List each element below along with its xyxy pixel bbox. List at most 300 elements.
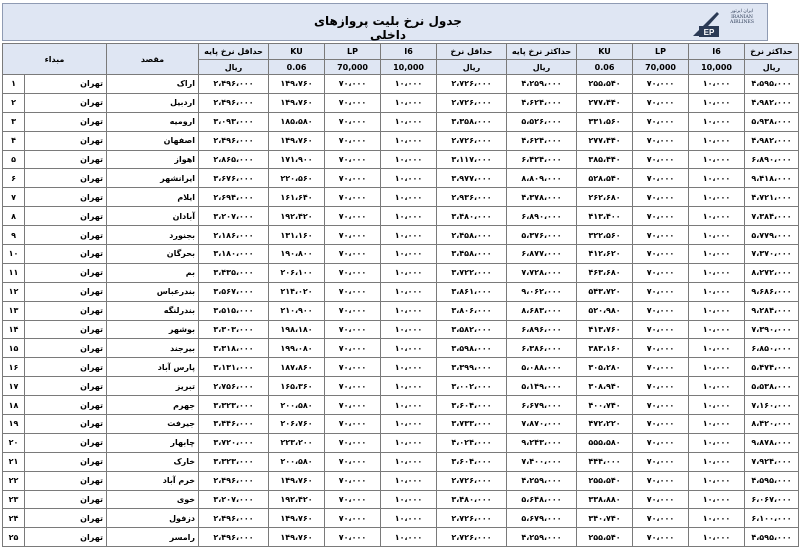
cell-ku: ۱۸۷،۸۶۰ [269, 358, 325, 377]
cell-origin: تهران [25, 509, 107, 528]
cell-ku: ۲۰۰،۵۸۰ [269, 452, 325, 471]
table-row [3, 131, 799, 150]
cell-i6: ۱۰،۰۰۰ [381, 245, 437, 264]
table-row [3, 188, 799, 207]
table-row [3, 358, 799, 377]
col-origin: مبداء [3, 44, 107, 75]
cell-maxbase: ۴،۲۵۹،۰۰۰ [507, 528, 577, 547]
cell-lp: ۷۰،۰۰۰ [325, 188, 381, 207]
cell-minbase: ۳،۵۶۷،۰۰۰ [199, 282, 269, 301]
cell-maxfare: ۸،۲۷۲،۰۰۰ [745, 263, 799, 282]
cell-minbase: ۳،۳۱۸،۰۰۰ [199, 339, 269, 358]
cell-maxfare: ۴،۵۹۵،۰۰۰ [745, 528, 799, 547]
cell-origin: تهران [25, 339, 107, 358]
cell-lp: ۷۰،۰۰۰ [325, 320, 381, 339]
cell-no: ۲۰ [3, 433, 25, 452]
cell-no: ۲ [3, 93, 25, 112]
cell-ku2: ۵۴۳،۷۲۰ [577, 282, 633, 301]
cell-ku2: ۲۵۵،۵۴۰ [577, 528, 633, 547]
cell-no: ۱۴ [3, 320, 25, 339]
fare-table [2, 43, 799, 547]
cell-maxbase: ۶،۴۲۴،۰۰۰ [507, 150, 577, 169]
cell-no: ۳ [3, 112, 25, 131]
col-i6: I6 [689, 44, 745, 60]
cell-lp: ۷۰،۰۰۰ [325, 490, 381, 509]
cell-lp: ۷۰،۰۰۰ [325, 433, 381, 452]
cell-minbase: ۳،۴۴۶،۰۰۰ [199, 415, 269, 434]
cell-maxbase: ۶،۸۹۶،۰۰۰ [507, 320, 577, 339]
cell-lp: ۷۰،۰۰۰ [325, 131, 381, 150]
col-ku: KU [577, 44, 633, 60]
unit-i6: 10,000 [689, 60, 745, 75]
cell-maxbase: ۵،۱۴۹،۰۰۰ [507, 377, 577, 396]
cell-i6: ۱۰،۰۰۰ [381, 471, 437, 490]
table-row [3, 207, 799, 226]
cell-minbase: ۲،۴۹۶،۰۰۰ [199, 131, 269, 150]
cell-ku2: ۴۱۳،۴۰۰ [577, 207, 633, 226]
cell-maxbase: ۵،۰۸۸،۰۰۰ [507, 358, 577, 377]
svg-text:EP: EP [703, 28, 715, 37]
table-row [3, 433, 799, 452]
cell-minbase: ۳،۵۱۵،۰۰۰ [199, 301, 269, 320]
cell-minbase: ۲،۱۸۶،۰۰۰ [199, 226, 269, 245]
cell-i62: ۱۰،۰۰۰ [689, 226, 745, 245]
cell-maxbase: ۶،۶۷۹،۰۰۰ [507, 396, 577, 415]
cell-minfare: ۲،۷۲۶،۰۰۰ [437, 93, 507, 112]
cell-i6: ۱۰،۰۰۰ [381, 112, 437, 131]
cell-minfare: ۳،۹۷۷،۰۰۰ [437, 169, 507, 188]
cell-lp2: ۷۰،۰۰۰ [633, 150, 689, 169]
cell-minbase: ۳،۳۰۳،۰۰۰ [199, 320, 269, 339]
cell-minfare: ۴،۰۲۴،۰۰۰ [437, 433, 507, 452]
cell-ku: ۱۹۸،۱۸۰ [269, 320, 325, 339]
cell-maxfare: ۴،۵۹۵،۰۰۰ [745, 75, 799, 94]
cell-origin: تهران [25, 188, 107, 207]
cell-minbase: ۳،۲۰۷،۰۰۰ [199, 490, 269, 509]
cell-maxbase: ۷،۷۲۸،۰۰۰ [507, 263, 577, 282]
col-lp: LP [633, 44, 689, 60]
cell-i6: ۱۰،۰۰۰ [381, 490, 437, 509]
cell-origin: تهران [25, 358, 107, 377]
cell-maxfare: ۹،۴۱۸،۰۰۰ [745, 169, 799, 188]
cell-minfare: ۲،۷۲۶،۰۰۰ [437, 75, 507, 94]
cell-minbase: ۲،۴۹۶،۰۰۰ [199, 528, 269, 547]
title-bar [2, 3, 768, 41]
cell-dest: ایلام [107, 188, 199, 207]
cell-i6: ۱۰،۰۰۰ [381, 226, 437, 245]
cell-i62: ۱۰،۰۰۰ [689, 490, 745, 509]
cell-dest: خارک [107, 452, 199, 471]
cell-maxfare: ۶،۸۹۰،۰۰۰ [745, 150, 799, 169]
cell-no: ۱۷ [3, 377, 25, 396]
cell-ku2: ۲۵۵،۵۴۰ [577, 75, 633, 94]
cell-dest: بندرعباس [107, 282, 199, 301]
cell-i6: ۱۰،۰۰۰ [381, 377, 437, 396]
cell-origin: تهران [25, 263, 107, 282]
cell-maxfare: ۶،۰۶۷،۰۰۰ [745, 490, 799, 509]
cell-origin: تهران [25, 320, 107, 339]
cell-lp: ۷۰،۰۰۰ [325, 150, 381, 169]
cell-i62: ۱۰،۰۰۰ [689, 169, 745, 188]
cell-lp: ۷۰،۰۰۰ [325, 301, 381, 320]
cell-no: ۴ [3, 131, 25, 150]
cell-origin: تهران [25, 150, 107, 169]
cell-minfare: ۲،۷۲۶،۰۰۰ [437, 471, 507, 490]
cell-i62: ۱۰،۰۰۰ [689, 131, 745, 150]
cell-i62: ۱۰،۰۰۰ [689, 452, 745, 471]
cell-no: ۷ [3, 188, 25, 207]
logo-line3: AIRLINES [730, 20, 754, 26]
cell-minfare: ۳،۷۲۲،۰۰۰ [437, 263, 507, 282]
cell-minbase: ۳،۶۷۶،۰۰۰ [199, 169, 269, 188]
col-min-base: حداقل نرخ پایه [199, 44, 269, 60]
cell-i6: ۱۰،۰۰۰ [381, 263, 437, 282]
cell-dest: بجنورد [107, 226, 199, 245]
cell-ku: ۱۹۰،۸۰۰ [269, 245, 325, 264]
airline-logo [687, 6, 763, 40]
cell-lp: ۷۰،۰۰۰ [325, 207, 381, 226]
cell-minfare: ۲،۷۲۶،۰۰۰ [437, 131, 507, 150]
cell-origin: تهران [25, 490, 107, 509]
cell-i62: ۱۰،۰۰۰ [689, 301, 745, 320]
cell-ku2: ۳۸۵،۴۴۰ [577, 150, 633, 169]
cell-lp2: ۷۰،۰۰۰ [633, 188, 689, 207]
cell-maxbase: ۴،۲۵۹،۰۰۰ [507, 471, 577, 490]
cell-maxbase: ۶،۸۹۰،۰۰۰ [507, 207, 577, 226]
cell-origin: تهران [25, 377, 107, 396]
cell-minfare: ۲،۴۵۸،۰۰۰ [437, 226, 507, 245]
cell-minbase: ۲،۶۹۴،۰۰۰ [199, 188, 269, 207]
cell-minfare: ۲،۷۲۶،۰۰۰ [437, 528, 507, 547]
cell-i6: ۱۰،۰۰۰ [381, 207, 437, 226]
cell-maxbase: ۴،۳۷۸،۰۰۰ [507, 188, 577, 207]
cell-lp2: ۷۰،۰۰۰ [633, 75, 689, 94]
cell-maxbase: ۵،۵۲۶،۰۰۰ [507, 112, 577, 131]
cell-ku: ۱۷۱،۹۰۰ [269, 150, 325, 169]
cell-no: ۱۳ [3, 301, 25, 320]
table-row [3, 112, 799, 131]
cell-dest: دزفول [107, 509, 199, 528]
cell-maxfare: ۴،۹۸۲،۰۰۰ [745, 131, 799, 150]
cell-maxbase: ۷،۸۷۰،۰۰۰ [507, 415, 577, 434]
cell-ku2: ۳۸۳،۱۶۰ [577, 339, 633, 358]
cell-origin: تهران [25, 93, 107, 112]
cell-origin: تهران [25, 131, 107, 150]
cell-ku2: ۵۵۵،۵۸۰ [577, 433, 633, 452]
cell-i6: ۱۰،۰۰۰ [381, 150, 437, 169]
cell-i6: ۱۰،۰۰۰ [381, 415, 437, 434]
cell-i6: ۱۰،۰۰۰ [381, 528, 437, 547]
page-title: جدول نرخ بلیت پروازهای داخلی [314, 14, 462, 42]
cell-maxfare: ۴،۷۲۱،۰۰۰ [745, 188, 799, 207]
cell-origin: تهران [25, 452, 107, 471]
cell-minbase: ۳،۷۲۰،۰۰۰ [199, 433, 269, 452]
cell-ku2: ۳۳۱،۵۶۰ [577, 112, 633, 131]
table-row [3, 75, 799, 94]
cell-minfare: ۲،۷۲۶،۰۰۰ [437, 509, 507, 528]
cell-maxbase: ۵،۳۷۶،۰۰۰ [507, 226, 577, 245]
cell-ku: ۱۹۲،۴۲۰ [269, 490, 325, 509]
cell-lp2: ۷۰،۰۰۰ [633, 169, 689, 188]
cell-minfare: ۳،۰۰۲،۰۰۰ [437, 377, 507, 396]
cell-maxfare: ۴،۹۸۲،۰۰۰ [745, 93, 799, 112]
airline-name [723, 9, 761, 26]
cell-ku: ۱۴۹،۷۶۰ [269, 93, 325, 112]
cell-no: ۲۴ [3, 509, 25, 528]
table-row [3, 377, 799, 396]
cell-maxbase: ۶،۸۷۷،۰۰۰ [507, 245, 577, 264]
cell-i6: ۱۰،۰۰۰ [381, 93, 437, 112]
cell-minfare: ۳،۷۳۳،۰۰۰ [437, 415, 507, 434]
cell-no: ۲۵ [3, 528, 25, 547]
cell-i6: ۱۰،۰۰۰ [381, 188, 437, 207]
cell-minbase: ۳،۲۰۷،۰۰۰ [199, 207, 269, 226]
cell-no: ۱ [3, 75, 25, 94]
cell-lp: ۷۰،۰۰۰ [325, 169, 381, 188]
cell-dest: تبریز [107, 377, 199, 396]
cell-minfare: ۳،۵۹۸،۰۰۰ [437, 339, 507, 358]
col-i6b: I6 [381, 44, 437, 60]
cell-minbase: ۳،۴۳۵،۰۰۰ [199, 263, 269, 282]
cell-maxbase: ۵،۶۷۹،۰۰۰ [507, 509, 577, 528]
cell-ku: ۱۴۹،۷۶۰ [269, 509, 325, 528]
unit-kub: 0.06 [269, 60, 325, 75]
table-row [3, 528, 799, 547]
cell-i6: ۱۰،۰۰۰ [381, 452, 437, 471]
cell-i62: ۱۰،۰۰۰ [689, 339, 745, 358]
cell-maxbase: ۹،۰۶۲،۰۰۰ [507, 282, 577, 301]
cell-lp2: ۷۰،۰۰۰ [633, 226, 689, 245]
cell-ku: ۱۴۹،۷۶۰ [269, 528, 325, 547]
cell-maxfare: ۹،۲۸۴،۰۰۰ [745, 301, 799, 320]
cell-lp: ۷۰،۰۰۰ [325, 263, 381, 282]
cell-i6: ۱۰،۰۰۰ [381, 509, 437, 528]
cell-lp2: ۷۰،۰۰۰ [633, 528, 689, 547]
cell-maxfare: ۹،۸۷۸،۰۰۰ [745, 433, 799, 452]
cell-dest: چابهار [107, 433, 199, 452]
cell-minfare: ۳،۶۰۴،۰۰۰ [437, 396, 507, 415]
cell-i62: ۱۰،۰۰۰ [689, 509, 745, 528]
cell-ku: ۱۴۹،۷۶۰ [269, 75, 325, 94]
cell-ku: ۲۲۰،۵۶۰ [269, 169, 325, 188]
cell-origin: تهران [25, 415, 107, 434]
table-body [3, 75, 799, 547]
cell-maxfare: ۷،۳۹۰،۰۰۰ [745, 320, 799, 339]
cell-no: ۱۱ [3, 263, 25, 282]
unit-ku: 0.06 [577, 60, 633, 75]
cell-dest: خرم آباد [107, 471, 199, 490]
cell-ku: ۲۱۰،۹۰۰ [269, 301, 325, 320]
cell-lp2: ۷۰،۰۰۰ [633, 452, 689, 471]
cell-maxfare: ۴،۵۹۵،۰۰۰ [745, 471, 799, 490]
cell-minbase: ۳،۱۳۱،۰۰۰ [199, 358, 269, 377]
cell-origin: تهران [25, 75, 107, 94]
cell-ku2: ۲۷۷،۴۴۰ [577, 131, 633, 150]
cell-lp: ۷۰،۰۰۰ [325, 471, 381, 490]
cell-lp: ۷۰،۰۰۰ [325, 415, 381, 434]
cell-lp2: ۷۰،۰۰۰ [633, 377, 689, 396]
table-row [3, 396, 799, 415]
cell-origin: تهران [25, 528, 107, 547]
cell-no: ۱۵ [3, 339, 25, 358]
cell-origin: تهران [25, 169, 107, 188]
cell-i6: ۱۰،۰۰۰ [381, 75, 437, 94]
table-row [3, 226, 799, 245]
cell-maxbase: ۵،۶۴۸،۰۰۰ [507, 490, 577, 509]
cell-ku2: ۲۷۷،۴۴۰ [577, 93, 633, 112]
cell-lp: ۷۰،۰۰۰ [325, 452, 381, 471]
cell-minfare: ۳،۴۸۰،۰۰۰ [437, 207, 507, 226]
table-row [3, 452, 799, 471]
unit-rial: ریال [437, 60, 507, 75]
cell-lp: ۷۰،۰۰۰ [325, 528, 381, 547]
cell-origin: تهران [25, 282, 107, 301]
cell-maxbase: ۶،۳۸۶،۰۰۰ [507, 339, 577, 358]
cell-lp2: ۷۰،۰۰۰ [633, 301, 689, 320]
cell-i6: ۱۰،۰۰۰ [381, 131, 437, 150]
cell-ku2: ۵۲۰،۹۸۰ [577, 301, 633, 320]
cell-i6: ۱۰،۰۰۰ [381, 396, 437, 415]
col-min-fare: حداقل نرخ [437, 44, 507, 60]
cell-maxfare: ۶،۱۰۰،۰۰۰ [745, 509, 799, 528]
cell-i6: ۱۰،۰۰۰ [381, 358, 437, 377]
cell-ku2: ۳۰۵،۲۸۰ [577, 358, 633, 377]
cell-minbase: ۳،۳۲۳،۰۰۰ [199, 452, 269, 471]
cell-maxfare: ۵،۹۳۸،۰۰۰ [745, 112, 799, 131]
col-max-base: حداکثر نرخ پایه [507, 44, 577, 60]
cell-lp: ۷۰،۰۰۰ [325, 377, 381, 396]
cell-i6: ۱۰،۰۰۰ [381, 433, 437, 452]
table-row [3, 150, 799, 169]
cell-ku: ۲۲۳،۲۰۰ [269, 433, 325, 452]
cell-lp: ۷۰،۰۰۰ [325, 226, 381, 245]
cell-dest: بندرلنگه [107, 301, 199, 320]
cell-lp2: ۷۰،۰۰۰ [633, 433, 689, 452]
cell-ku: ۱۶۵،۳۶۰ [269, 377, 325, 396]
unit-rial: ریال [199, 60, 269, 75]
cell-no: ۲۳ [3, 490, 25, 509]
cell-origin: تهران [25, 396, 107, 415]
cell-i62: ۱۰،۰۰۰ [689, 282, 745, 301]
cell-dest: پارس آباد [107, 358, 199, 377]
cell-lp: ۷۰،۰۰۰ [325, 245, 381, 264]
cell-i62: ۱۰،۰۰۰ [689, 245, 745, 264]
cell-dest: اهواز [107, 150, 199, 169]
cell-ku: ۲۰۶،۷۶۰ [269, 415, 325, 434]
cell-minfare: ۳،۵۸۲،۰۰۰ [437, 320, 507, 339]
cell-i6: ۱۰،۰۰۰ [381, 301, 437, 320]
cell-minbase: ۲،۷۵۶،۰۰۰ [199, 377, 269, 396]
unit-i6b: 10,000 [381, 60, 437, 75]
cell-no: ۲۱ [3, 452, 25, 471]
cell-minfare: ۳،۴۸۰،۰۰۰ [437, 490, 507, 509]
cell-lp2: ۷۰،۰۰۰ [633, 471, 689, 490]
cell-no: ۱۹ [3, 415, 25, 434]
cell-minfare: ۳،۱۱۷،۰۰۰ [437, 150, 507, 169]
col-max-fare: حداکثر نرخ [745, 44, 799, 60]
logo-line1: ایران ایرتور [730, 9, 754, 14]
cell-i62: ۱۰،۰۰۰ [689, 93, 745, 112]
cell-maxfare: ۷،۱۶۰،۰۰۰ [745, 396, 799, 415]
col-kub: KU [269, 44, 325, 60]
cell-lp2: ۷۰،۰۰۰ [633, 320, 689, 339]
cell-i62: ۱۰،۰۰۰ [689, 112, 745, 131]
cell-ku: ۱۹۲،۴۲۰ [269, 207, 325, 226]
cell-dest: اصفهان [107, 131, 199, 150]
table-row [3, 339, 799, 358]
unit-rial: ریال [507, 60, 577, 75]
cell-dest: جیرفت [107, 415, 199, 434]
cell-lp: ۷۰،۰۰۰ [325, 282, 381, 301]
cell-i62: ۱۰،۰۰۰ [689, 358, 745, 377]
cell-ku: ۱۸۵،۵۸۰ [269, 112, 325, 131]
cell-origin: تهران [25, 245, 107, 264]
cell-lp2: ۷۰،۰۰۰ [633, 207, 689, 226]
cell-maxbase: ۸،۸۰۹،۰۰۰ [507, 169, 577, 188]
cell-dest: بم [107, 263, 199, 282]
cell-maxfare: ۵،۴۷۴،۰۰۰ [745, 358, 799, 377]
cell-i62: ۱۰،۰۰۰ [689, 150, 745, 169]
cell-dest: خوی [107, 490, 199, 509]
cell-lp2: ۷۰،۰۰۰ [633, 93, 689, 112]
logo-line2: IRANIAN [731, 14, 753, 20]
cell-maxfare: ۸،۴۲۰،۰۰۰ [745, 415, 799, 434]
cell-i62: ۱۰،۰۰۰ [689, 263, 745, 282]
cell-lp2: ۷۰،۰۰۰ [633, 282, 689, 301]
table-row [3, 282, 799, 301]
cell-no: ۸ [3, 207, 25, 226]
cell-ku2: ۴۰۰،۷۴۰ [577, 396, 633, 415]
cell-lp: ۷۰،۰۰۰ [325, 93, 381, 112]
cell-no: ۱۸ [3, 396, 25, 415]
cell-maxfare: ۷،۳۸۴،۰۰۰ [745, 207, 799, 226]
table-row [3, 509, 799, 528]
col-lpb: LP [325, 44, 381, 60]
cell-ku2: ۳۳۸،۸۸۰ [577, 490, 633, 509]
cell-ku2: ۴۱۳،۷۶۰ [577, 320, 633, 339]
cell-minbase: ۲،۴۹۶،۰۰۰ [199, 509, 269, 528]
cell-no: ۱۰ [3, 245, 25, 264]
cell-i6: ۱۰،۰۰۰ [381, 282, 437, 301]
unit-lp: 70,000 [633, 60, 689, 75]
header-row [3, 44, 799, 60]
cell-no: ۵ [3, 150, 25, 169]
cell-i62: ۱۰،۰۰۰ [689, 75, 745, 94]
cell-maxfare: ۹،۶۸۶،۰۰۰ [745, 282, 799, 301]
cell-lp2: ۷۰،۰۰۰ [633, 509, 689, 528]
table-row [3, 245, 799, 264]
cell-dest: اراک [107, 75, 199, 94]
cell-lp2: ۷۰،۰۰۰ [633, 358, 689, 377]
cell-i62: ۱۰،۰۰۰ [689, 433, 745, 452]
cell-origin: تهران [25, 207, 107, 226]
cell-ku: ۲۰۰،۵۸۰ [269, 396, 325, 415]
cell-ku: ۱۶۱،۶۴۰ [269, 188, 325, 207]
cell-dest: آبادان [107, 207, 199, 226]
cell-maxbase: ۹،۲۴۳،۰۰۰ [507, 433, 577, 452]
cell-ku2: ۲۶۲،۶۸۰ [577, 188, 633, 207]
cell-maxbase: ۴،۶۲۴،۰۰۰ [507, 93, 577, 112]
cell-i62: ۱۰،۰۰۰ [689, 528, 745, 547]
cell-i6: ۱۰،۰۰۰ [381, 339, 437, 358]
cell-ku: ۱۳۱،۱۶۰ [269, 226, 325, 245]
cell-ku: ۱۴۹،۷۶۰ [269, 131, 325, 150]
airline-logo-icon [691, 10, 721, 38]
cell-lp: ۷۰،۰۰۰ [325, 75, 381, 94]
cell-maxfare: ۵،۵۳۸،۰۰۰ [745, 377, 799, 396]
table-row [3, 471, 799, 490]
cell-i62: ۱۰،۰۰۰ [689, 207, 745, 226]
